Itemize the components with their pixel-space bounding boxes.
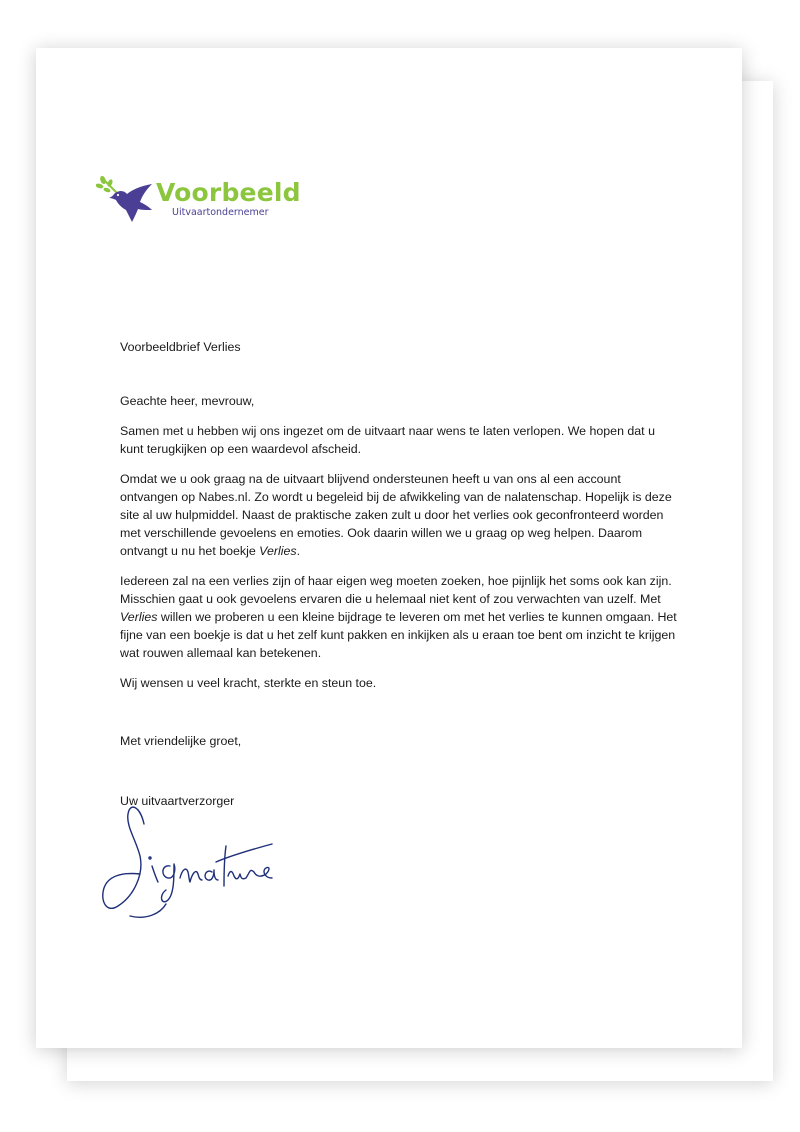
handwritten-signature — [100, 796, 280, 926]
signer-title: Uw uitvaartverzorger — [120, 794, 235, 808]
paragraph-1: Samen met u hebben wij ons ingezet om de uitvaart naar wens te laten verlopen. We hopen dat u kunt terugkijken op een waardevol afscheid. — [120, 424, 655, 456]
company-logo — [96, 176, 301, 226]
logo-wordmark: Voorbeeld — [156, 178, 301, 207]
dove-logo-icon — [96, 176, 158, 226]
paragraph-3-text-a: Iedereen zal na een verlies zijn of haar eigen weg moeten zoeken, hoe pijnlijk het soms ook kan zijn. Misschien gaat u ook gevoelens ervaren die u helemaal niet kent of zou verwachten van uzelf. Met — [120, 574, 672, 606]
paragraph-2 — [120, 470, 680, 560]
letter-salutation: Geachte heer, mevrouw, — [120, 394, 255, 408]
book-title: Verlies — [259, 544, 297, 558]
paragraph-2-text-b: . — [296, 544, 301, 558]
paragraph-2-text-a: Omdat we u ook graag na de uitvaart blijvend ondersteunen heeft u van ons al een account ontvangen op Nabes.nl. Zo wordt u begeleid bij de afwikkeling van de nalatenschap. Hopelijk is deze site al uw hulpmiddel. Naast de praktische zaken zult u door het verlies ook geconfronteerd worden met verschillende gevoelens en emoties. Ook daarin willen we u graag op weg helpen. Daarom ontvangt u nu het boekje — [120, 472, 672, 558]
book-title: Verlies — [120, 610, 158, 624]
paragraph-3-text-b: willen we proberen u een kleine bijdrage te leveren om met het verlies te kunnen omgaan. Het fijne van een boekje is dat u het zelf kunt pakken en inkijken als u eraan toe bent om inzicht te krijgen wat rouwen allemaal kan betekenen. — [120, 610, 677, 660]
logo-tagline: Uitvaartondernemer — [172, 207, 269, 218]
letter-body — [120, 338, 680, 810]
paragraph-3 — [120, 572, 680, 662]
paragraph-4: Wij wensen u veel kracht, sterkte en steun toe. — [120, 676, 377, 690]
letter-closing: Met vriendelijke groet, — [120, 734, 242, 748]
letter-page — [36, 48, 742, 1048]
letter-subject: Voorbeeldbrief Verlies — [120, 340, 241, 354]
